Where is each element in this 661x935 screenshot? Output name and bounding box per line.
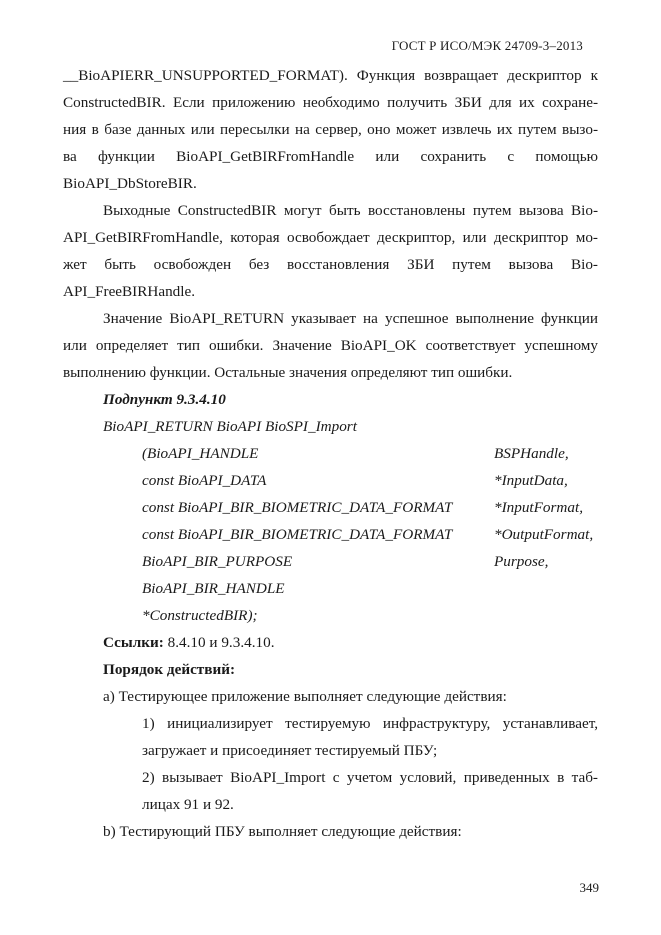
parameter-name: *OutputFormat, (494, 526, 594, 543)
text-line: ния в базе данных или пересылки на сервер, оно может извлечь их путем вызо- (63, 121, 598, 138)
text-line: API_GetBIRFromHandle, которая освобождает дескриптор, или дескриптор мо- (63, 229, 598, 246)
paragraph-return-value (63, 305, 598, 386)
procedure-step-a: a) Тестирующее приложение выполняет следующие действия: (103, 688, 507, 705)
text-line: BioAPI_DbStoreBIR. (63, 175, 197, 192)
text-line: лицах 91 и 92. (142, 796, 234, 813)
procedure-step-b: b) Тестирующий ПБУ выполняет следующие действия: (103, 823, 462, 840)
text-line: Значение BioAPI_RETURN указывает на успешное выполнение функции (103, 310, 598, 327)
procedure-step-a2 (63, 764, 598, 818)
parameter-type: BioAPI_BIR_HANDLE (142, 580, 285, 597)
text-line: жет быть освобожден без восстановления ЗБИ путем вызова Bio- (63, 256, 598, 273)
references-line (63, 629, 598, 656)
parameter-name: *InputData, (494, 472, 568, 489)
parameter-row (63, 548, 598, 575)
text-line: 1) инициализирует тестируемую инфраструктуру, устанавливает, (142, 715, 598, 732)
parameter-type: const BioAPI_BIR_BIOMETRIC_DATA_FORMAT (142, 499, 453, 516)
parameter-row (63, 440, 598, 467)
paragraph-return-handle (63, 62, 598, 197)
parameter-name: Purpose, (494, 553, 549, 570)
text-line: __BioAPIERR_UNSUPPORTED_FORMAT). Функция возвращает дескриптор к (63, 67, 598, 84)
parameter-row (63, 494, 598, 521)
page-number: 349 (579, 880, 599, 895)
text-line: 2) вызывает BioAPI_Import с учетом условий, приведенных в таб- (142, 769, 598, 786)
text-line: Выходные ConstructedBIR могут быть восстановлены путем вызова Bio- (103, 202, 598, 219)
procedure-step-a1 (63, 710, 598, 764)
parameter-row (63, 575, 598, 602)
text-line: загружает и присоединяет тестируемый ПБУ; (142, 742, 438, 759)
parameter-row (63, 602, 598, 629)
procedure-title: Порядок действий: (103, 661, 236, 678)
parameter-type: const BioAPI_DATA (142, 472, 267, 489)
text-line: API_FreeBIRHandle. (63, 283, 196, 300)
parameter-type: (BioAPI_HANDLE (142, 445, 259, 462)
parameter-row (63, 467, 598, 494)
function-parameters (63, 440, 598, 629)
references-text: 8.4.10 и 9.3.4.10. (163, 634, 275, 651)
subclause-title: Подпункт 9.3.4.10 (103, 391, 226, 408)
standard-header: ГОСТ Р ИСО/МЭК 24709-3–2013 (391, 38, 583, 53)
parameter-name (494, 575, 598, 602)
parameter-name: *InputFormat, (494, 499, 584, 516)
parameter-type: BioAPI_BIR_PURPOSE (142, 553, 293, 570)
function-declaration: BioAPI_RETURN BioAPI BioSPI_Import (103, 418, 357, 435)
parameter-type: const BioAPI_BIR_BIOMETRIC_DATA_FORMAT (142, 526, 453, 543)
parameter-row (63, 521, 598, 548)
document-body (63, 62, 598, 845)
references-label: Ссылки: (103, 634, 164, 651)
text-line: ConstructedBIR. Если приложению необходимо получить ЗБИ для их сохране- (63, 94, 598, 111)
parameter-last: *ConstructedBIR); (142, 607, 258, 624)
text-line: ва функции BioAPI_GetBIRFromHandle или сохранить с помощью (63, 148, 598, 165)
parameter-name: BSPHandle, (494, 445, 569, 462)
text-line: выполнению функции. Остальные значения определяют тип ошибки. (63, 364, 513, 381)
text-line: или определяет тип ошибки. Значение BioAPI_OK соответствует успешному (63, 337, 598, 354)
paragraph-restore-bir (63, 197, 598, 305)
